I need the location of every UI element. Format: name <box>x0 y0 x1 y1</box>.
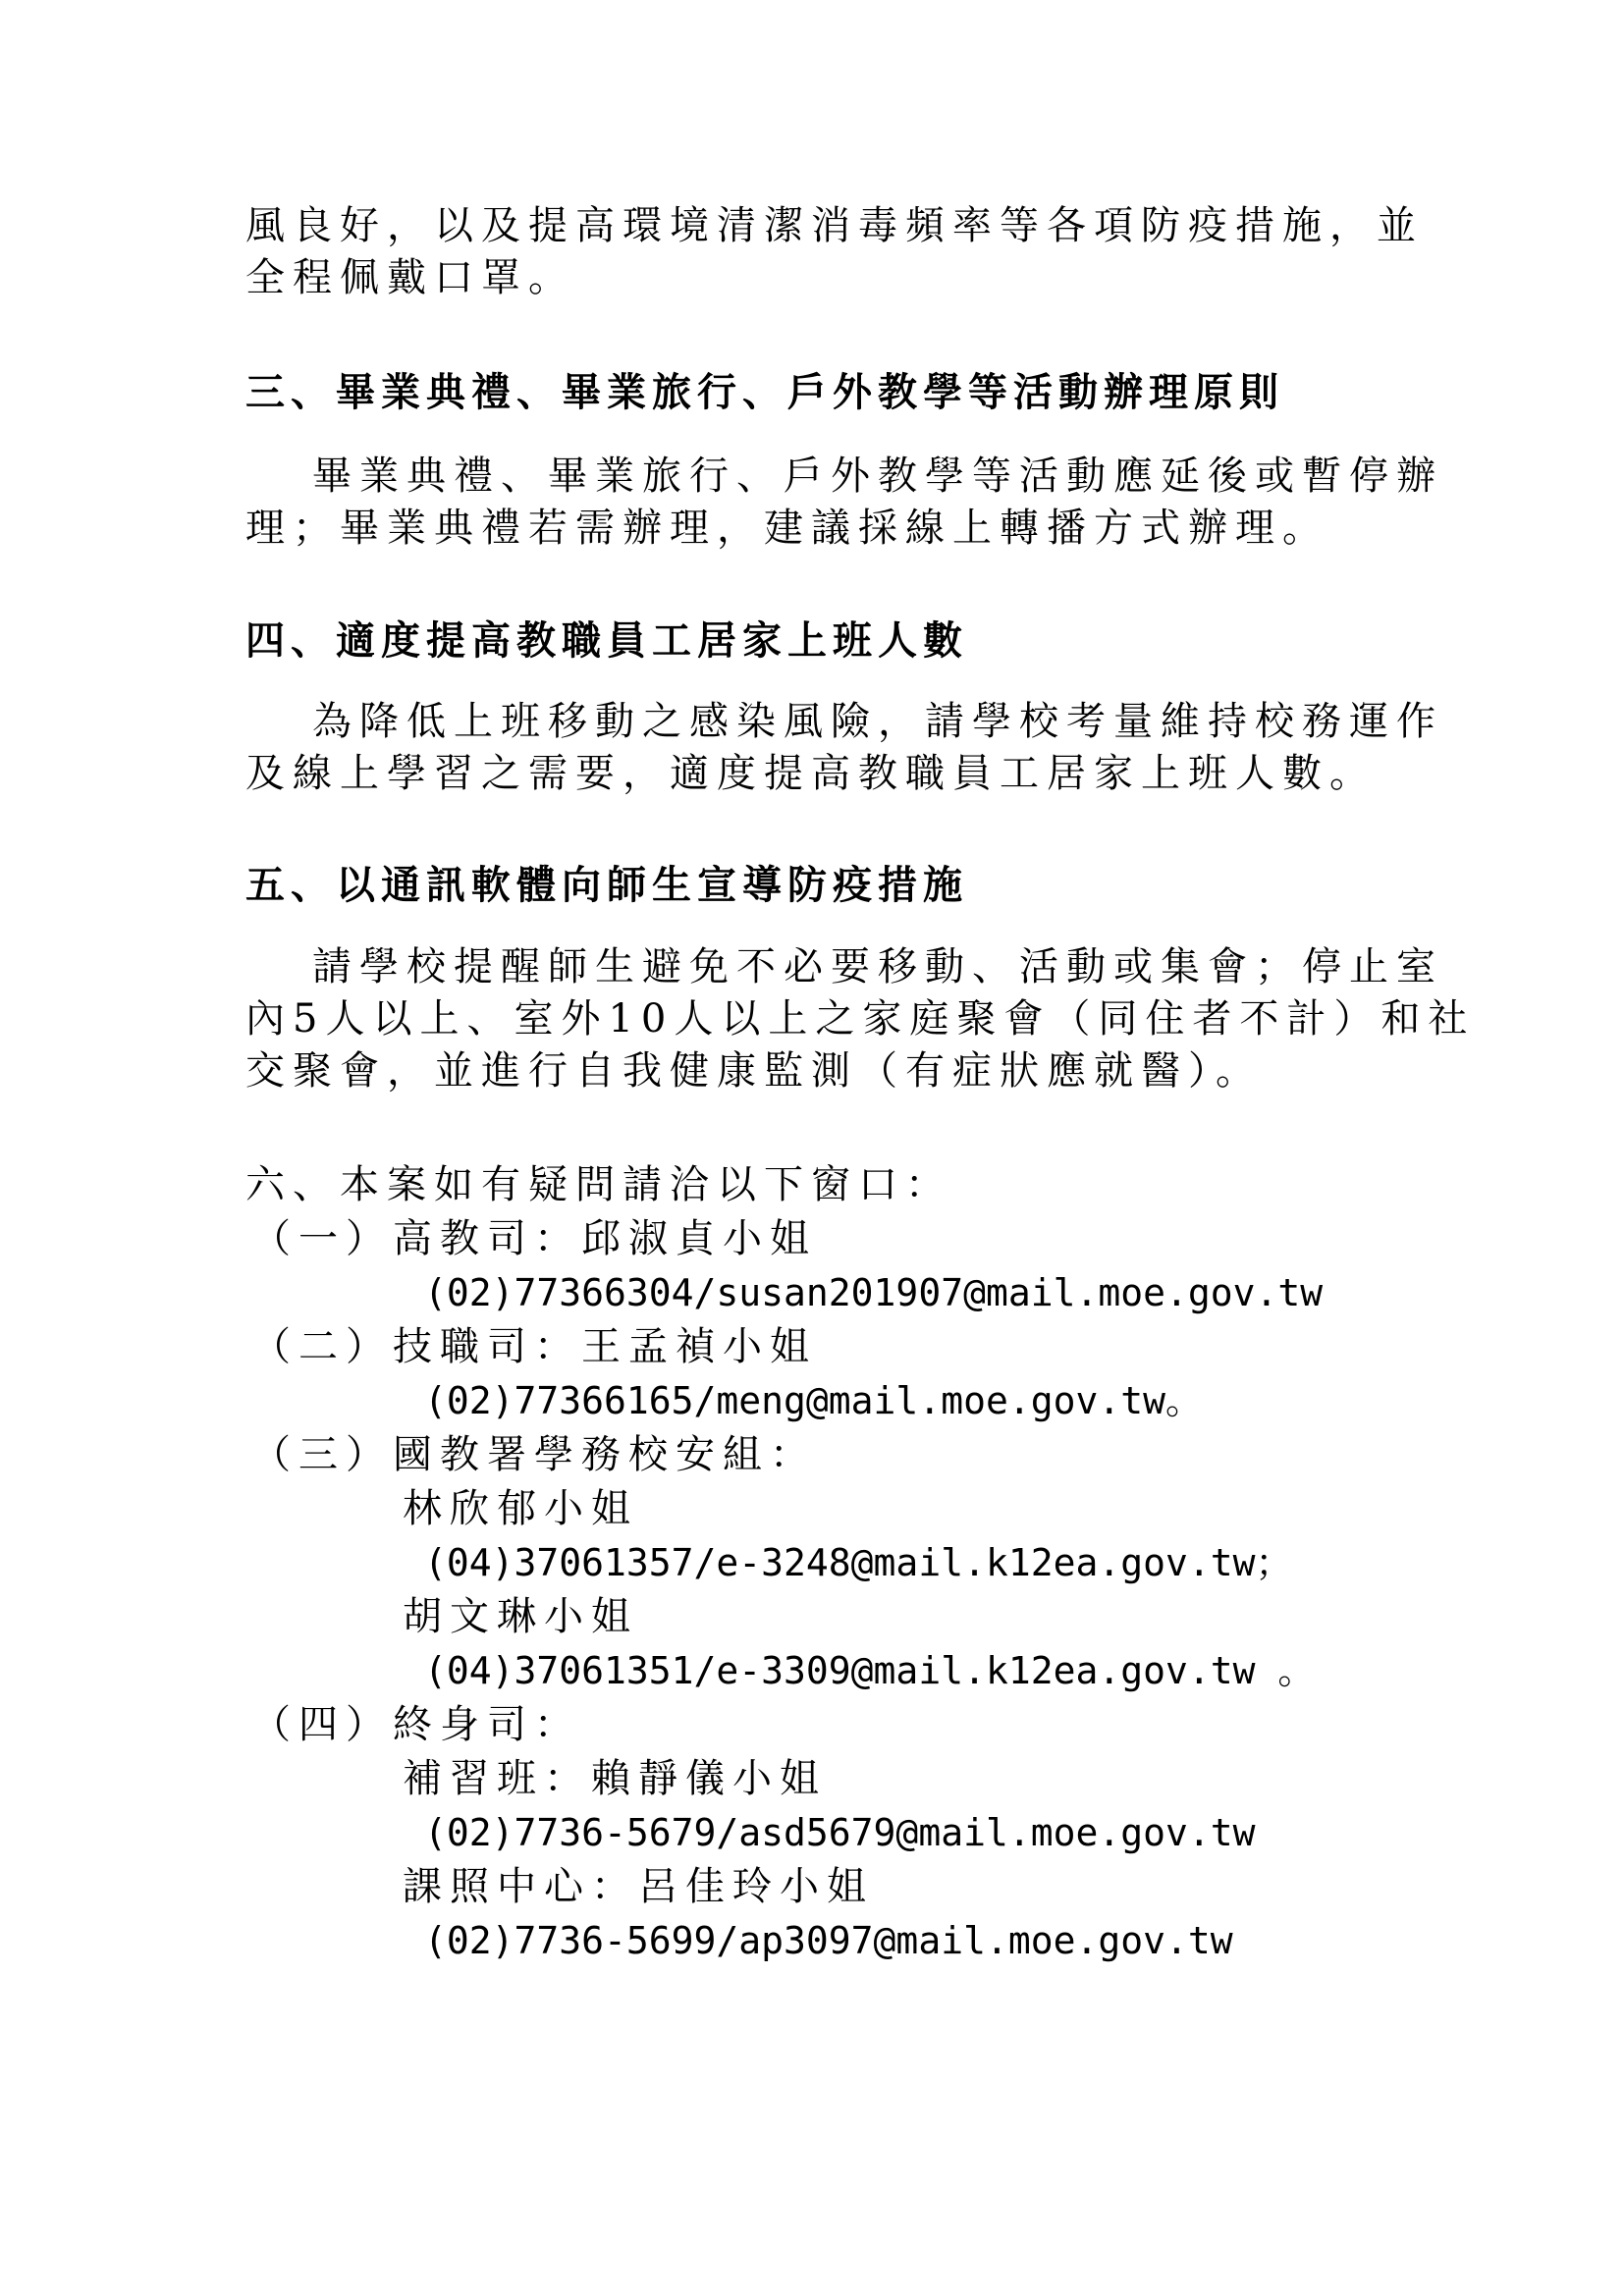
contact-detail: (02)77366165/meng@mail.moe.gov.tw。 <box>424 1379 1203 1422</box>
section-5-paragraph-line: 內5人以上、室外10人以上之家庭聚會（同住者不計）和社 <box>245 996 1476 1041</box>
section-heading-4: 四、適度提高教職員工居家上班人數 <box>245 617 968 664</box>
intro-line: 全程佩戴口罩。 <box>245 255 575 300</box>
section-4-paragraph-line: 及線上學習之需要，適度提高教職員工居家上班人數。 <box>245 751 1377 796</box>
section-5-paragraph-line: 請學校提醒師生避免不必要移動、活動或集會；停止室 <box>312 944 1443 989</box>
contact-detail: (02)77366304/susan201907@mail.moe.gov.tw <box>424 1271 1324 1314</box>
section-3-paragraph-line: 理；畢業典禮若需辦理，建議採線上轉播方式辦理。 <box>245 506 1329 551</box>
contact-person-name: 課照中心：呂佳玲小姐 <box>403 1864 874 1909</box>
contact-label: （一）高教司：邱淑貞小姐 <box>251 1216 817 1261</box>
section-4-paragraph-line: 為降低上班移動之感染風險，請學校考量維持校務運作 <box>312 699 1443 744</box>
contact-person-name: 胡文琳小姐 <box>403 1594 638 1639</box>
section-heading-3: 三、畢業典禮、畢業旅行、戶外教學等活動辦理原則 <box>245 369 1284 415</box>
contact-detail: (04)37061357/e-3248@mail.k12ea.gov.tw； <box>424 1541 1293 1584</box>
contact-detail: (04)37061351/e-3309@mail.k12ea.gov.tw 。 <box>424 1649 1316 1692</box>
section-3-paragraph-line: 畢業典禮、畢業旅行、戶外教學等活動應延後或暫停辦 <box>312 454 1443 499</box>
contact-detail: (02)7736-5699/ap3097@mail.moe.gov.tw <box>424 1919 1233 1962</box>
contacts-heading: 六、本案如有疑問請洽以下窗口： <box>245 1162 952 1207</box>
contact-label: （三）國教署學務校安組： <box>251 1432 817 1477</box>
contact-label: （四）終身司： <box>251 1702 581 1747</box>
section-5-paragraph-line: 交聚會，並進行自我健康監測（有症狀應就醫）。 <box>245 1048 1263 1094</box>
contact-person-name: 林欣郁小姐 <box>403 1486 638 1531</box>
contact-label: （二）技職司：王孟禎小姐 <box>251 1324 817 1369</box>
section-heading-5: 五、以通訊軟體向師生宣導防疫措施 <box>245 862 968 908</box>
intro-line: 風良好，以及提高環境清潔消毒頻率等各項防疫措施，並 <box>245 203 1424 248</box>
contact-detail: (02)7736-5679/asd5679@mail.moe.gov.tw <box>424 1811 1256 1854</box>
contact-person-name: 補習班：賴靜儀小姐 <box>403 1756 827 1801</box>
